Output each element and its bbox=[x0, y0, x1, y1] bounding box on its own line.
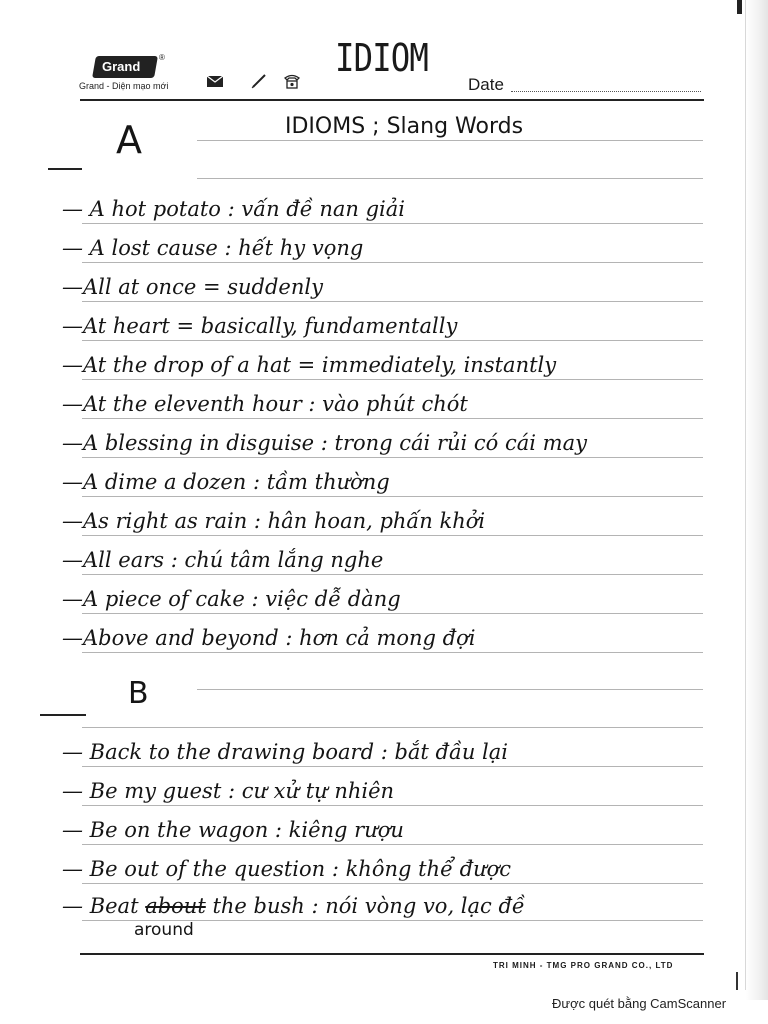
section-subtitle: IDIOMS ; Slang Words bbox=[285, 114, 524, 139]
ruled-line bbox=[82, 496, 703, 497]
envelope-icon bbox=[206, 72, 224, 90]
entry-rest: the bush : nói vòng vo, lạc đề bbox=[212, 894, 525, 918]
ruled-line bbox=[82, 613, 703, 614]
idiom-entry: — Be out of the question : không thể được bbox=[62, 857, 512, 881]
ruled-line bbox=[197, 140, 703, 141]
idiom-entry: —All ears : chú tâm lắng nghe bbox=[62, 548, 384, 572]
ruled-line bbox=[82, 340, 703, 341]
idiom-entry: —At the eleventh hour : vào phút chót bbox=[62, 392, 468, 416]
ruled-line bbox=[82, 652, 703, 653]
idiom-entry: — A hot potato : vấn đề nan giải bbox=[62, 197, 405, 221]
margin-dash bbox=[48, 168, 82, 170]
page-title: IDIOM bbox=[335, 36, 428, 80]
ruled-line bbox=[82, 805, 703, 806]
grand-logo-text: Grand bbox=[102, 59, 141, 74]
page-edge-shadow bbox=[746, 0, 768, 1000]
ruled-line bbox=[82, 418, 703, 419]
idiom-entry: — A lost cause : hết hy vọng bbox=[62, 236, 364, 260]
idiom-entry: —All at once = suddenly bbox=[62, 275, 323, 299]
correction-word: around bbox=[134, 920, 194, 940]
idiom-entry: —As right as rain : hân hoan, phấn khởi bbox=[62, 509, 486, 533]
page-edge-mark bbox=[737, 0, 742, 14]
idiom-entry: —A dime a dozen : tầm thường bbox=[62, 470, 390, 494]
page-edge-tick bbox=[736, 972, 738, 990]
ruled-line bbox=[82, 535, 703, 536]
registered-mark: ® bbox=[159, 53, 165, 62]
idiom-entry: — Be on the wagon : kiêng rượu bbox=[62, 818, 404, 842]
idiom-entry: — Be my guest : cư xử tự nhiên bbox=[62, 779, 395, 803]
telephone-icon bbox=[283, 72, 301, 90]
printer-credit: TRI MINH - TMG PRO GRAND CO., LTD bbox=[493, 961, 674, 970]
ruled-line bbox=[82, 379, 703, 380]
page-edge-line bbox=[745, 0, 746, 990]
idiom-entry: —A blessing in disguise : trong cái rủi có cái may bbox=[62, 431, 587, 455]
idiom-entry: —At the drop of a hat = immediately, instantly bbox=[62, 353, 557, 377]
footer-rule bbox=[80, 953, 704, 955]
idiom-entry: — Back to the drawing board : bắt đầu lại bbox=[62, 740, 509, 764]
scanner-watermark: Được quét bằng CamScanner bbox=[552, 996, 727, 1011]
ruled-line bbox=[82, 457, 703, 458]
idiom-entry: —A piece of cake : việc dễ dàng bbox=[62, 587, 401, 611]
ruled-line bbox=[82, 301, 703, 302]
ruled-line bbox=[82, 223, 703, 224]
ruled-line bbox=[82, 844, 703, 845]
ruled-line bbox=[82, 766, 703, 767]
struck-word: about bbox=[145, 894, 206, 918]
date-label: Date bbox=[468, 75, 504, 94]
ruled-line bbox=[82, 574, 703, 575]
header-rule bbox=[80, 99, 704, 101]
margin-dash bbox=[40, 714, 86, 716]
date-field-line bbox=[511, 91, 701, 92]
pen-icon bbox=[250, 72, 268, 90]
ruled-line bbox=[82, 262, 703, 263]
ruled-line bbox=[197, 689, 703, 690]
idiom-entry: —At heart = basically, fundamentally bbox=[62, 314, 458, 338]
idiom-entry: —Above and beyond : hơn cả mong đợi bbox=[62, 626, 476, 650]
ruled-line bbox=[82, 883, 703, 884]
brand-tagline: Grand - Diện mạo mới bbox=[79, 81, 169, 91]
entry-dash: — bbox=[62, 894, 83, 918]
entry-word-beat: Beat bbox=[89, 894, 139, 918]
section-letter-b: B bbox=[128, 676, 149, 711]
section-letter-a: A bbox=[116, 118, 142, 162]
idiom-entry-beat-around-the-bush bbox=[62, 894, 525, 918]
ruled-line bbox=[197, 178, 703, 179]
ruled-line bbox=[82, 727, 703, 728]
